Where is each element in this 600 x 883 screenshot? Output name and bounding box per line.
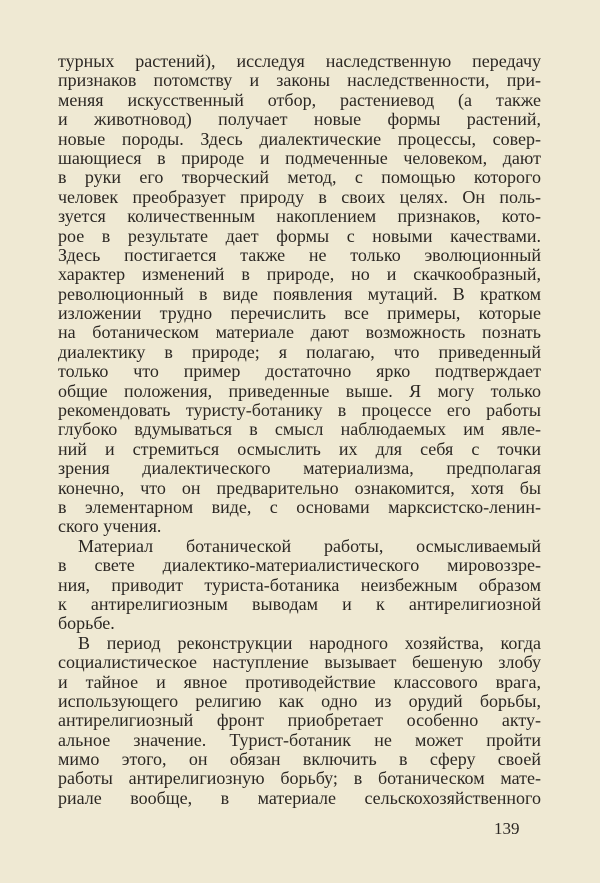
- text-line: в руки его творческий метод, с помощью которого: [58, 168, 541, 188]
- text-line: глубоко вдумываться в смысл наблюдаемых им явле-: [58, 420, 541, 440]
- text-line: характер изменений в природе, но и скачкообразный,: [58, 265, 541, 285]
- page-body: [58, 52, 541, 808]
- paragraph: [58, 52, 541, 537]
- text-line: только что пример достаточно ярко подтверждает: [58, 362, 541, 382]
- text-line: турных растений), исследуя наследственную передачу: [58, 52, 541, 71]
- text-line: Здесь постигается также не только эволюционный: [58, 245, 541, 265]
- text-line: социалистическое наступление вызывает бешеную злобу: [58, 653, 541, 673]
- text-line: антирелигиозный фронт приобретает особенно акту-: [58, 711, 541, 731]
- text-line: риале вообще, в материале сельскохозяйственного: [58, 788, 541, 808]
- text-line: альное значение. Турист-ботаник не может пройти: [58, 730, 541, 750]
- text-line: зуется количественным накоплением признаков, кото-: [58, 207, 541, 227]
- text-line: рое в результате дает формы с новыми качествами.: [58, 226, 541, 246]
- text-line: в элементарном виде, с основами марксистско-ленин-: [58, 497, 541, 517]
- text-line: ского учения.: [58, 517, 162, 537]
- text-line: диалектику в природе; я полагаю, что приведенный: [58, 342, 541, 362]
- text-line: рекомендовать туристу-ботанику в процессе его работы: [58, 401, 541, 421]
- page-number: 139: [494, 819, 520, 838]
- text-line: революционный в виде появления мутаций. В кратком: [58, 284, 541, 304]
- text-line: В период реконструкции народного хозяйства, когда: [78, 633, 541, 653]
- text-line: на ботаническом материале дают возможность познать: [58, 323, 541, 343]
- text-line: в свете диалектико-материалистического мировоззре-: [58, 556, 541, 576]
- text-line: Материал ботанической работы, осмысливаемый: [78, 536, 541, 556]
- text-line: мимо этого, он обязан включить в сферу своей: [58, 750, 541, 770]
- text-line: изложении трудно перечислить все примеры, которые: [58, 304, 541, 324]
- paragraph: [58, 537, 541, 634]
- text-line: общие положения, приведенные выше. Я могу только: [58, 381, 541, 401]
- text-line: признаков потомству и законы наследственности, при-: [58, 71, 541, 91]
- text-line: борьбе.: [58, 614, 115, 634]
- text-line: ний и стремиться осмыслить их для себя с точки: [58, 439, 541, 459]
- text-line: шающиеся в природе и подмеченные человеком, дают: [58, 148, 541, 168]
- text-line: меняя искусственный отбор, растениевод (а также: [58, 90, 541, 110]
- text-line: к антирелигиозным выводам и к антирелигиозной: [58, 594, 541, 614]
- text-line: и животновод) получает новые формы растений,: [58, 110, 541, 130]
- text-line: человек преобразует природу в своих целях. Он поль-: [58, 187, 541, 207]
- paragraph: [58, 634, 541, 809]
- text-line: конечно, что он предварительно ознакомится, хотя бы: [58, 478, 541, 498]
- text-line: работы антирелигиозную борьбу; в ботаническом мате-: [58, 769, 541, 789]
- text-line: ния, приводит туриста-ботаника неизбежным образом: [58, 575, 541, 595]
- text-line: новые породы. Здесь диалектические процессы, совер-: [58, 129, 541, 149]
- text-line: и тайное и явное противодействие классового врага,: [58, 672, 541, 692]
- text-line: зрения диалектического материализма, предполагая: [58, 459, 541, 479]
- text-line: использующего религию как одно из орудий борьбы,: [58, 691, 541, 711]
